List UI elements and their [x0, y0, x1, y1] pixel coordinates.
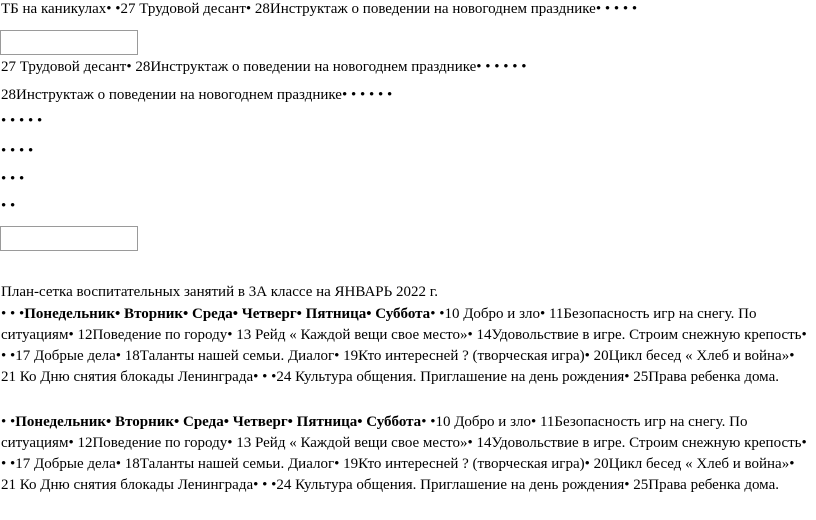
empty-text-box-1[interactable]	[0, 30, 138, 55]
schedule-paragraph-1	[1, 304, 813, 388]
schedule-entries: • •10 Добро и зло• 11Безопасность игр на снегу. По ситуациям• 12Поведение по городу• 13 Рейд « Каждой вещи свое место»• 14Удовольствие в игре. Строим снежную крепость• • •17 Добрые дела• 18Таланты нашей семьи. Диалог• 19Кто интересней ? (творческая игра)• 20Цикл бесед « Хлеб и война»• 21 Ко Дню снятия блокады Ленинграда• • •24 Культура общения. Приглашение на день рождения• 25Права ребенка дома.	[1, 414, 807, 493]
schedule-paragraph-2	[1, 412, 813, 496]
text-line-7: • •	[1, 198, 16, 214]
text-line-4: • • • • •	[1, 113, 43, 129]
empty-text-box-2[interactable]	[0, 226, 138, 251]
text-line-1: ТБ на каникулах• •27 Трудовой десант• 28Инструктаж о поведении на новогоднем празднике• • • • •	[1, 1, 638, 17]
text-line-2: 27 Трудовой десант• 28Инструктаж о поведении на новогоднем празднике• • • • • •	[1, 59, 527, 75]
text-line-5: • • • •	[1, 143, 34, 159]
plan-title: План-сетка воспитательных занятий в 3А классе на ЯНВАРЬ 2022 г.	[1, 284, 438, 300]
weekday-headers: Понедельник• Вторник• Среда• Четверг• Пятница• Суббота	[24, 306, 431, 322]
bullet-lead: • • •	[1, 306, 25, 322]
weekday-headers: Понедельник• Вторник• Среда• Четверг• Пятница• Суббота	[15, 414, 422, 430]
schedule-entries: • •10 Добро и зло• 11Безопасность игр на снегу. По ситуациям• 12Поведение по городу• 13 Рейд « Каждой вещи свое место»• 14Удовольствие в игре. Строим снежную крепость• • •17 Добрые дела• 18Таланты нашей семьи. Диалог• 19Кто интересней ? (творческая игра)• 20Цикл бесед « Хлеб и война»• 21 Ко Дню снятия блокады Ленинграда• • •24 Культура общения. Приглашение на день рождения• 25Права ребенка дома.	[1, 306, 807, 385]
text-line-3: 28Инструктаж о поведении на новогоднем празднике• • • • • •	[1, 87, 393, 103]
text-line-6: • • •	[1, 171, 25, 187]
bullet-lead: • •	[1, 414, 16, 430]
